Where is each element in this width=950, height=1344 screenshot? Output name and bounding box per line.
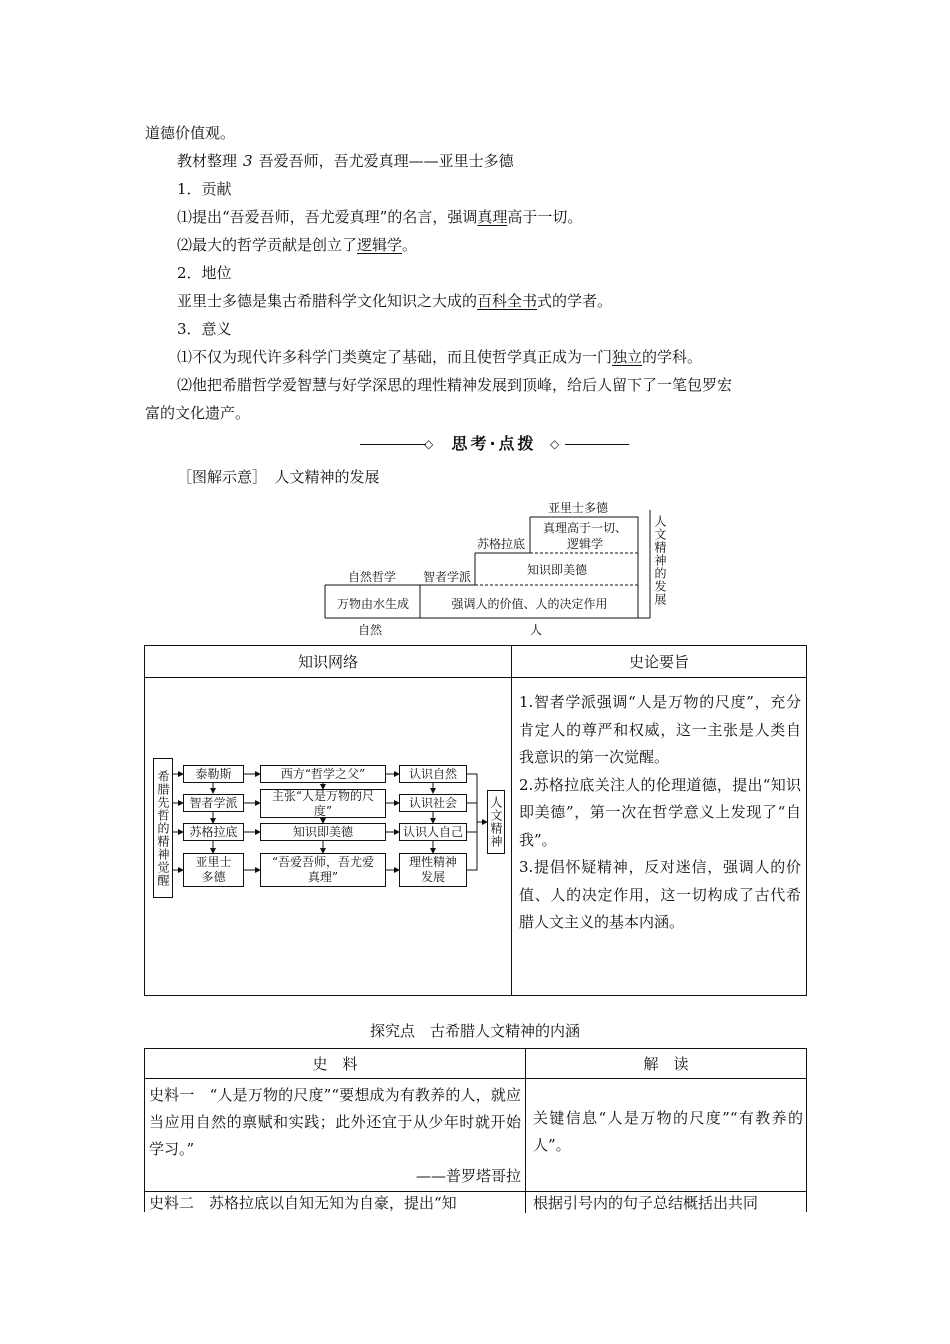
banner-rule-right (565, 444, 629, 445)
node-awakening: 希腊先哲的精神觉醒 (153, 758, 173, 898)
node-socrates: 苏格拉底 (183, 823, 244, 841)
node-knowledge-virtue: 知识即美德 (260, 823, 386, 841)
node-father-of-philosophy: 西方“哲学之父” (260, 765, 386, 783)
key-points (519, 689, 801, 937)
contribution-1: ⑴提出“吾爱吾师，吾尤爱真理”的名言，强调真理高于一切。 (177, 208, 583, 226)
header-knowledge-network: 知识网络 (297, 653, 358, 671)
table-header-rule (145, 677, 806, 678)
source-one-citation: ——普罗塔哥拉 (415, 1167, 521, 1185)
node-love-truth: “吾爱吾师，吾尤爱真理” (260, 853, 386, 887)
heading-contribution: 1．贡献 (177, 180, 232, 198)
key-point-3: 3.提倡怀疑精神，反对迷信，强调人的价值、人的决定作用，这一切构成了古代希腊人文主义的基本内涵。 (519, 858, 801, 931)
label-knowledge: 知识即美德 (526, 563, 587, 577)
table-divider (511, 646, 512, 995)
section-title: 吾爱吾师，吾尤爱真理——亚里士多德 (258, 152, 514, 170)
contribution-2: ⑵最大的哲学贡献是创立了逻辑学。 (177, 236, 418, 254)
label-socrates: 苏格拉底 (477, 537, 526, 551)
network-diagram (153, 756, 505, 906)
label-aristotle: 亚里士多德 (548, 501, 609, 515)
node-know-self: 认识人自己 (399, 823, 467, 841)
diamond-icon: ◇ (424, 437, 434, 451)
header-reading: 解 读 (643, 1055, 689, 1073)
banner-title: 思考·点拨 (451, 434, 537, 453)
significance-2b: 富的文化遗产。 (145, 404, 251, 422)
node-know-nature: 认识自然 (399, 765, 467, 783)
heading-significance: 3．意义 (177, 320, 232, 338)
label-sophists: 智者学派 (423, 570, 472, 584)
reading-two: 根据引号内的句子总结概括出共同 (533, 1194, 759, 1212)
intro-tail: 道德价值观。 (145, 124, 236, 142)
answer-truth: 真理 (477, 208, 508, 226)
node-sophists: 智者学派 (183, 794, 244, 812)
key-point-2: 2.苏格拉底关注人的伦理道德，提出“知识即美德”，第一次在哲学意义上发现了“自我”。 (519, 775, 801, 849)
section-banner (360, 432, 630, 458)
answer-independent: 独立 (612, 348, 643, 366)
label-water: 万物由水生成 (336, 597, 409, 611)
explore-header-rule (145, 1078, 806, 1079)
section-heading (177, 150, 514, 172)
source-two: 史料二 苏格拉底以自知无知为自豪，提出“知 (149, 1194, 457, 1212)
node-know-society: 认识社会 (399, 794, 467, 812)
node-man-measure: 主张“人是万物的尺度” (260, 789, 386, 818)
label-emphasis: 强调人的价值、人的决定作用 (451, 597, 608, 611)
heading-status: 2．地位 (177, 264, 232, 282)
explore-table (144, 1048, 807, 1212)
answer-encyclopedia: 百科全书 (477, 292, 538, 310)
reading-one: 关键信息“人是万物的尺度”“有教养的人”。 (533, 1109, 803, 1154)
node-thales: 泰勒斯 (183, 765, 244, 783)
answer-logic: 逻辑学 (357, 236, 403, 254)
header-source: 史 料 (312, 1055, 358, 1073)
node-aristotle: 亚里士多德 (183, 853, 244, 887)
node-humanism: 人文精神 (487, 790, 505, 854)
staircase-diagram (320, 495, 675, 640)
status-text: 亚里士多德是集古希腊科学文化知识之大成的百科全书式的学者。 (177, 292, 613, 310)
knowledge-table (144, 645, 807, 996)
significance-2a: ⑵他把希腊哲学爱智慧与好学深思的理性精神发展到顶峰，给后人留下了一笔包罗宏 (177, 376, 733, 394)
node-rational-spirit: 理性精神发展 (399, 853, 467, 887)
key-point-1: 1.智者学派强调“人是万物的尺度”，充分肯定人的尊严和权威，这一主张是人类自我意识的第一次觉醒。 (519, 693, 801, 766)
section-prefix: 教材整理 (177, 152, 238, 170)
diamond-icon: ◇ (550, 437, 560, 451)
label-truth: 真理高于一切、 逻辑学 (542, 521, 627, 551)
label-human: 人 (530, 623, 543, 637)
header-key-points: 史论要旨 (628, 653, 689, 671)
source-one: 史料一 “人是万物的尺度”“要想成为有教养的人，就应当应用自然的禀赋和实践；此外还宜于从少年时就开始学习。” (149, 1086, 521, 1158)
explore-title: 探究点 古希腊人文精神的内涵 (369, 1022, 580, 1040)
label-side: 人文精神的发展 (653, 515, 667, 606)
banner-rule-left (360, 444, 426, 445)
significance-1: ⑴不仅为现代许多科学门类奠定了基础，而且使哲学真正成为一门独立的学科。 (177, 348, 703, 366)
section-number: 3 (243, 152, 253, 170)
diagram-caption: ［图解示意］ 人文精神的发展 (177, 468, 380, 486)
label-natural-philosophy: 自然哲学 (348, 570, 397, 584)
label-nature: 自然 (358, 623, 383, 637)
